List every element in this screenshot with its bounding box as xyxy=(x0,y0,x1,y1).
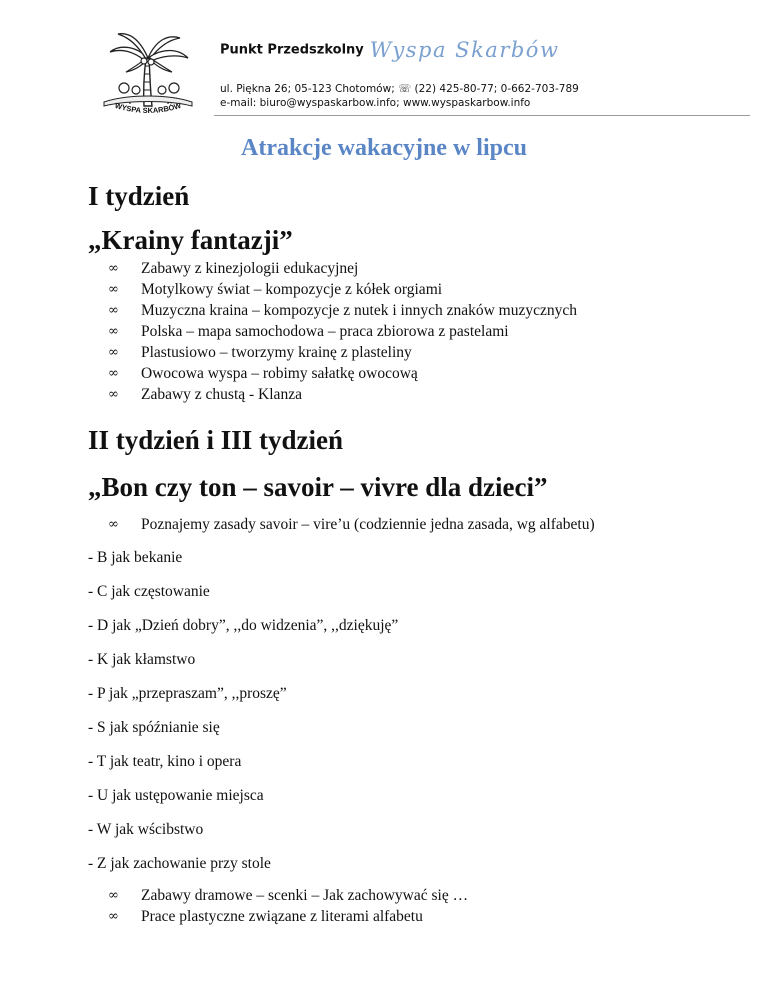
infinity-bullet-icon: ∞ xyxy=(108,282,119,297)
rule-item: - W jak wścibstwo xyxy=(88,821,204,838)
infinity-bullet-icon: ∞ xyxy=(108,387,119,402)
infinity-bullet-icon: ∞ xyxy=(108,324,119,339)
list-item-text: Poznajemy zasady savoir – vire’u (codziennie jedna zasada, wg alfabetu) xyxy=(141,516,595,533)
week1-heading: I tydzień xyxy=(88,181,190,211)
rule-item: - C jak częstowanie xyxy=(88,583,210,600)
list-item-text: Polska – mapa samochodowa – praca zbiorowa z pastelami xyxy=(141,323,509,340)
address-line: ul. Piękna 26; 05-123 Chotomów; ☏ (22) 425-80-77; 0-662-703-789 xyxy=(220,83,579,95)
contact-info xyxy=(220,82,579,110)
week23-heading: II tydzień i III tydzień xyxy=(88,425,344,455)
list-item-text: Prace plastyczne związane z literami alfabetu xyxy=(141,908,423,925)
org-name: Punkt Przedszkolny xyxy=(220,42,364,58)
list-item xyxy=(108,514,595,535)
rule-item: - Z jak zachowanie przy stole xyxy=(88,855,271,872)
list-item xyxy=(108,906,468,927)
savoir-vivre-rules-list xyxy=(88,547,398,887)
infinity-bullet-icon: ∞ xyxy=(108,517,119,532)
infinity-bullet-icon: ∞ xyxy=(108,909,119,924)
week23-closing-list xyxy=(108,885,468,927)
list-item-text: Plastusiowo – tworzymy krainę z plasteliny xyxy=(141,344,412,361)
infinity-bullet-icon: ∞ xyxy=(108,888,119,903)
list-item-text: Muzyczna kraina – kompozycje z nutek i innych znaków muzycznych xyxy=(141,302,577,319)
list-item-text: Owocowa wyspa – robimy sałatkę owocową xyxy=(141,365,418,382)
email-line: e-mail: biuro@wyspaskarbow.info; www.wyspaskarbow.info xyxy=(220,97,531,109)
rule-item: - D jak „Dzień dobry”, ,,do widzenia”, ,,dziękuję” xyxy=(88,617,399,634)
list-item xyxy=(108,342,577,363)
list-item xyxy=(108,321,577,342)
list-item-text: Motylkowy świat – kompozycje z kółek orgiami xyxy=(141,281,443,298)
letterhead xyxy=(100,24,750,120)
infinity-bullet-icon: ∞ xyxy=(108,366,119,381)
rule-item: - P jak „przepraszam”, ,,proszę” xyxy=(88,685,287,702)
brand-name: Wyspa Skarbów xyxy=(369,38,560,62)
header-divider xyxy=(214,115,750,116)
rule-item: - B jak bekanie xyxy=(88,549,183,566)
rule-item: - S jak spóźnianie się xyxy=(88,719,220,736)
palm-tree-logo-icon xyxy=(100,28,196,116)
list-item xyxy=(108,300,577,321)
list-item xyxy=(108,258,577,279)
infinity-bullet-icon: ∞ xyxy=(108,345,119,360)
week1-subheading: „Krainy fantazji” xyxy=(88,225,293,255)
list-item-text: Zabawy dramowe – scenki – Jak zachowywać się … xyxy=(141,887,469,904)
infinity-bullet-icon: ∞ xyxy=(108,303,119,318)
week1-activity-list xyxy=(108,258,577,405)
list-item xyxy=(108,363,577,384)
rule-item: - T jak teatr, kino i opera xyxy=(88,753,242,770)
list-item xyxy=(108,384,577,405)
list-item-text: Zabawy z chustą - Klanza xyxy=(141,386,302,403)
org-title xyxy=(220,38,559,62)
week23-subheading: „Bon czy ton – savoir – vivre dla dzieci” xyxy=(88,472,548,502)
infinity-bullet-icon: ∞ xyxy=(108,261,119,276)
page-title: Atrakcje wakacyjne w lipcu xyxy=(241,135,527,161)
list-item xyxy=(108,279,577,300)
list-item xyxy=(108,885,468,906)
rule-item: - K jak kłamstwo xyxy=(88,651,196,668)
logo-text: WYSPA SKARBÓW xyxy=(113,100,183,116)
rule-item: - U jak ustępowanie miejsca xyxy=(88,787,264,804)
list-item-text: Zabawy z kinezjologii edukacyjnej xyxy=(141,260,359,277)
week23-intro-list xyxy=(108,514,595,535)
